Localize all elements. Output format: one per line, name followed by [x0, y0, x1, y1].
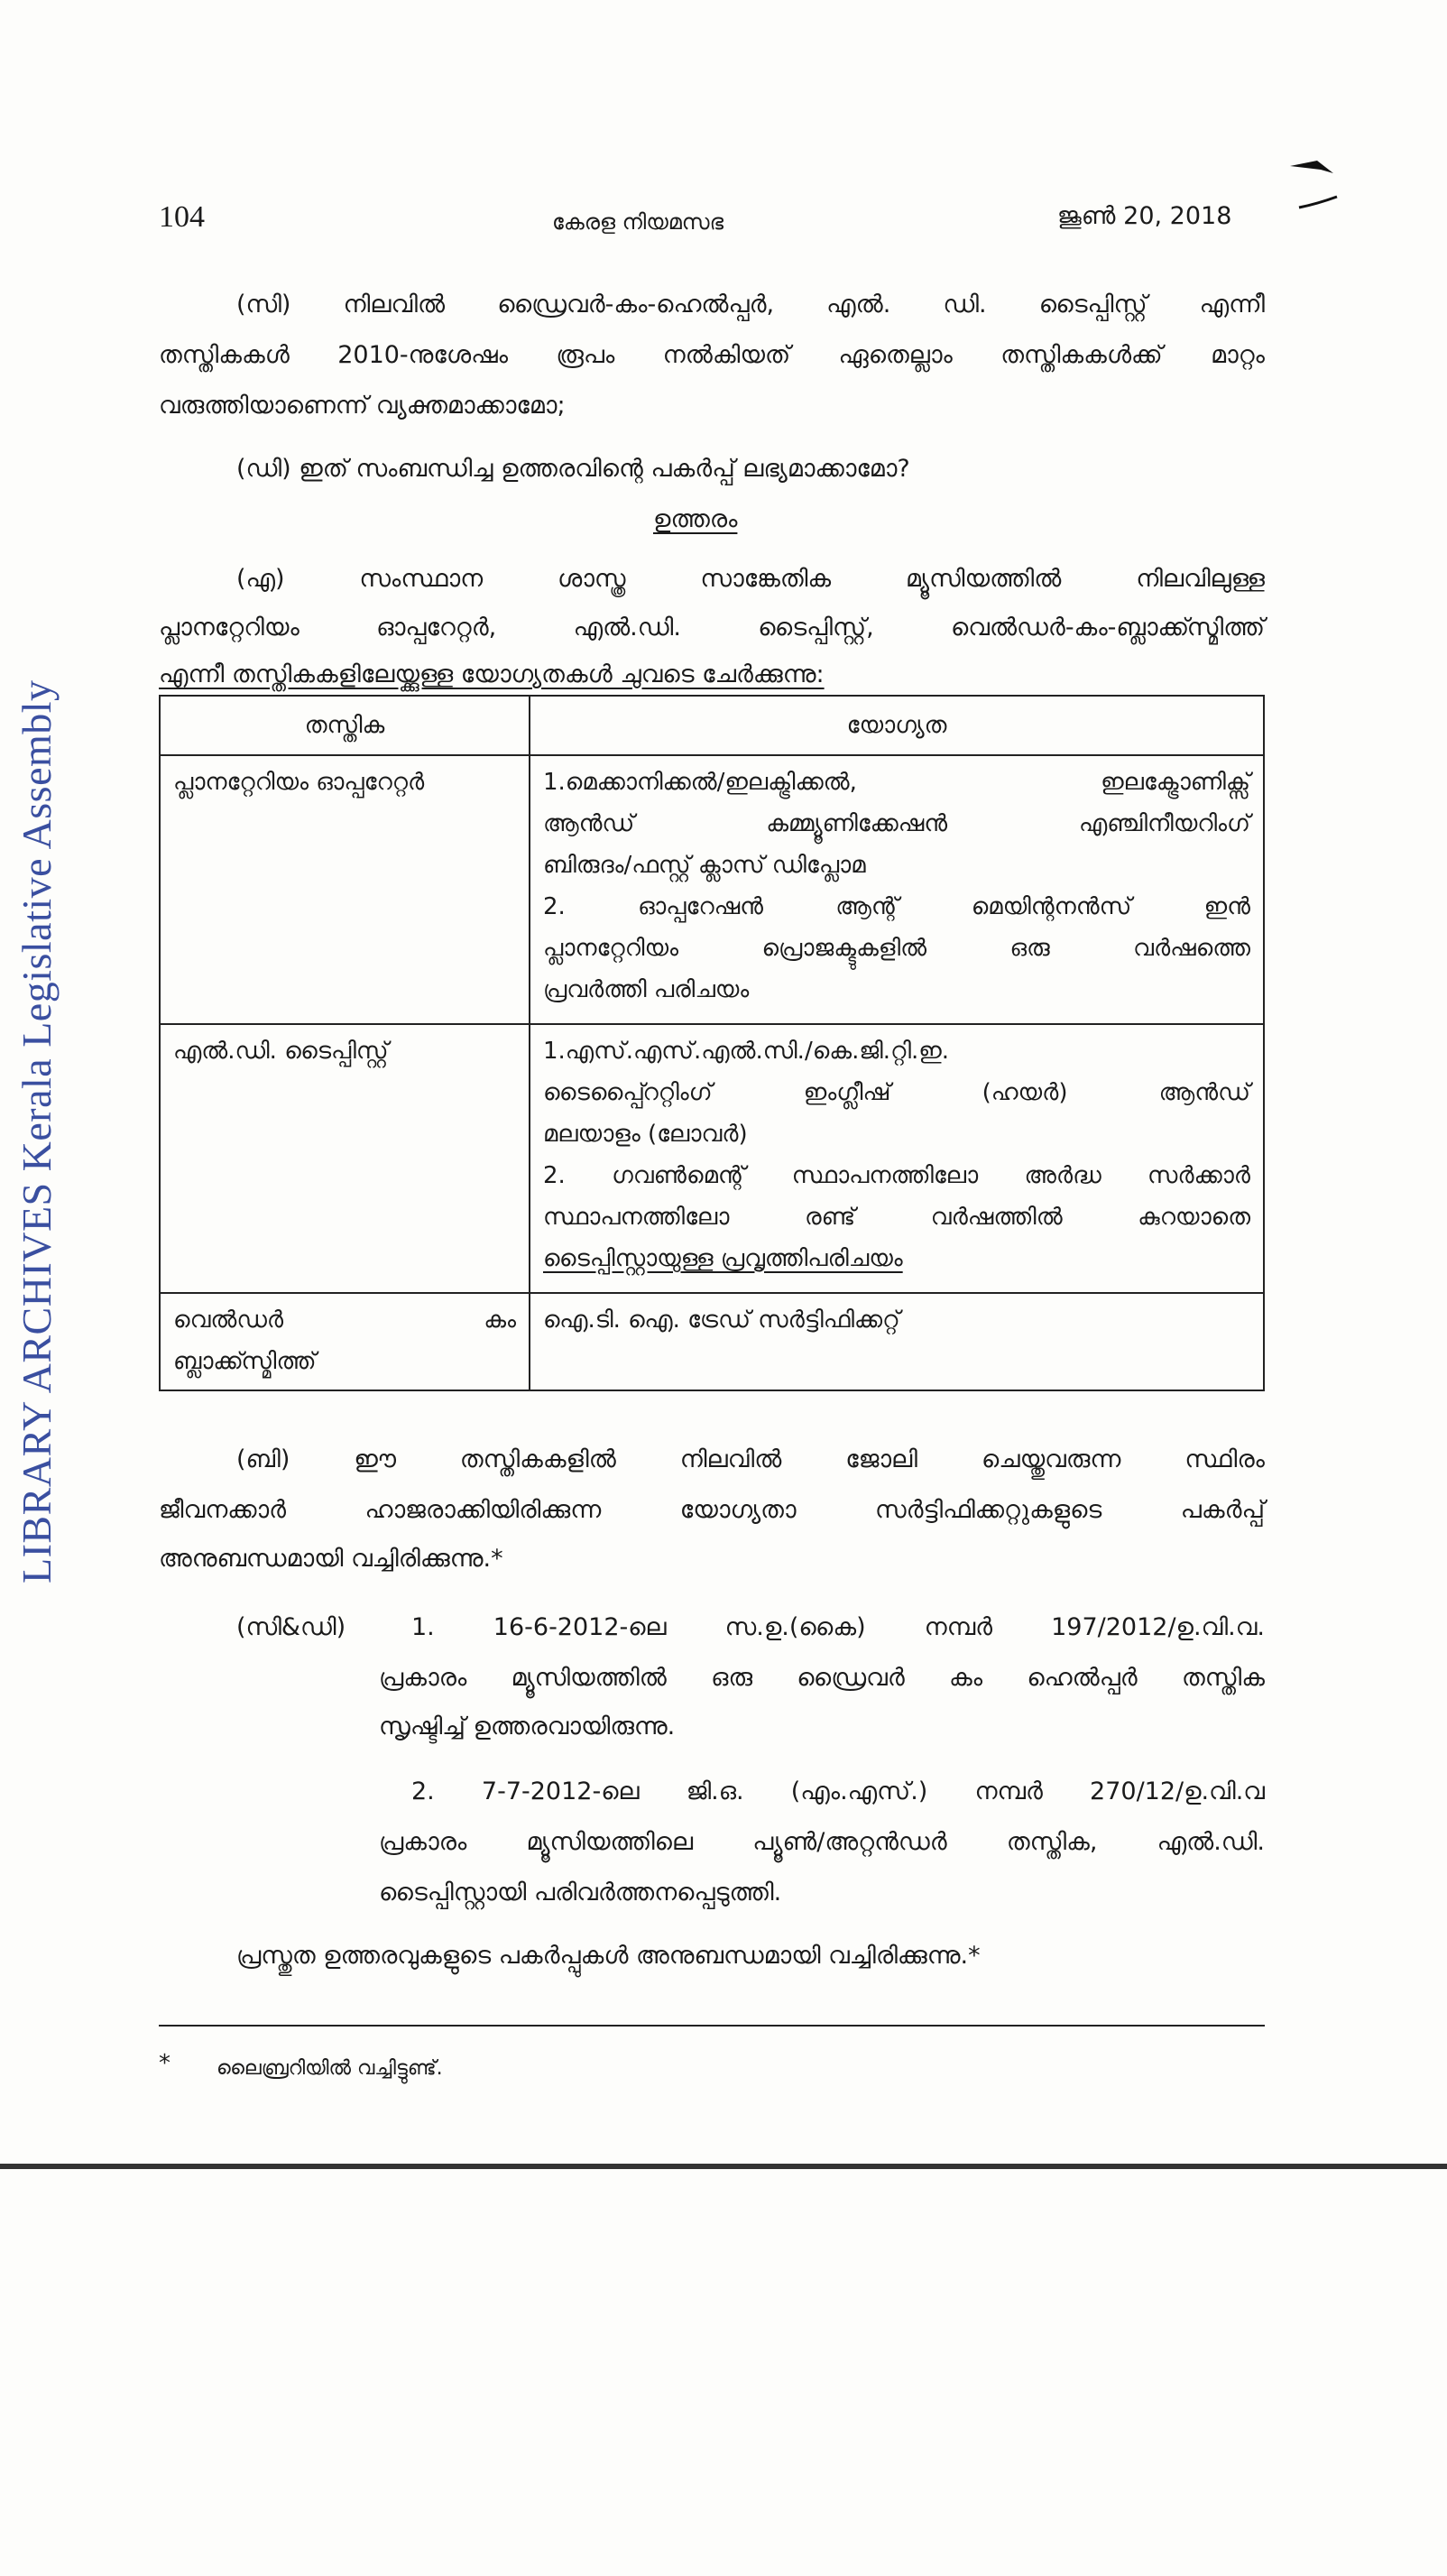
question-c-line-1: (സി) നിലവിൽ ഡ്രൈവർ-കം-ഹെൽപ്പർ, എൽ. ഡി. ടൈപ്പിസ്റ്റ് എന്നീ: [236, 291, 1265, 319]
qualification-line: ടൈപ്പിസ്റ്റായുള്ള പ്രവൃത്തിപരിചയം: [543, 1245, 903, 1272]
table-header-post: തസ്തിക: [160, 696, 530, 755]
post-name-part: ബ്ലാക്ക്സ്മിത്ത്: [173, 1348, 317, 1375]
qualification-line: 2. ഓപ്പറേഷൻ ആന്റ് മെയിന്റനൻസ് ഇൻ: [543, 893, 1250, 920]
page-header-date: ജൂൺ 20, 2018: [1057, 202, 1232, 230]
answer-cd-item2-line-2: പ്രകാരം മ്യൂസിയത്തിലെ പ്യൂൺ/അറ്റൻഡർ തസ്തിക, എൽ.ഡി.: [379, 1828, 1265, 1856]
post-name-part: വെൽഡർ: [173, 1306, 284, 1334]
scan-mark-icon: [1281, 153, 1353, 226]
answer-b-line-2: ജീവനക്കാർ ഹാജരാക്കിയിരിക്കുന്ന യോഗ്യതാ സർട്ടിഫിക്കറ്റുകളുടെ പകർപ്പ്: [159, 1496, 1265, 1524]
table-row: [160, 755, 1264, 1024]
answer-a-line-2: പ്ലാനറ്റേറിയം ഓപ്പറേറ്റർ, എൽ.ഡി. ടൈപ്പിസ്റ്റ്, വെൽഡർ-കം-ബ്ലാക്ക്സ്മിത്ത്: [159, 614, 1265, 642]
qualification-line: സ്ഥാപനത്തിലോ രണ്ട് വർഷത്തിൽ കുറയാതെ: [543, 1204, 1250, 1231]
table-cell-post: പ്ലാനറ്റേറിയം ഓപ്പറേറ്റർ: [160, 755, 530, 1024]
answer-b-line-3: അനുബന്ധമായി വച്ചിരിക്കുന്നു.*: [159, 1545, 503, 1573]
table-cell-qualification: [530, 755, 1264, 1024]
qualification-line: ബിരുദം/ഫസ്റ്റ് ക്ലാസ് ഡിപ്ലോമ: [543, 852, 866, 879]
question-c-line-2: തസ്തികകൾ 2010-നുശേഷം രൂപം നൽകിയത് ഏതെല്ലാം തസ്തികകൾക്ക് മാറ്റം: [159, 341, 1265, 369]
footnote-mark: *: [159, 2050, 171, 2077]
footnote-divider: [159, 2025, 1265, 2027]
table-cell-post: എൽ.ഡി. ടൈപ്പിസ്റ്റ്: [160, 1024, 530, 1293]
qualification-table: [159, 695, 1265, 1391]
qualification-line: ഐ.ടി. ഐ. ട്രേഡ് സർട്ടിഫിക്കറ്റ്: [543, 1306, 900, 1334]
answer-cd-item2-line-3: ടൈപ്പിസ്റ്റായി പരിവർത്തനപ്പെടുത്തി.: [379, 1879, 782, 1907]
qualification-line: 1.മെക്കാനിക്കൽ/ഇലക്ട്രിക്കൽ, ഇലക്ട്രോണിക്സ്: [543, 769, 1250, 796]
question-c-line-3: വരുത്തിയാണെന്ന് വ്യക്തമാക്കാമോ;: [159, 392, 566, 420]
table-row: [160, 1024, 1264, 1293]
answer-cd-item1-line-1: 1. 16-6-2012-ലെ സ.ഉ.(കൈ) നമ്പർ 197/2012/ഉ.വി.വ.: [411, 1613, 1265, 1641]
side-watermark-text: LIBRARY ARCHIVES Kerala Legislative Assembly: [14, 679, 60, 1583]
table-cell-qualification: [530, 1293, 1264, 1390]
footnote-text: ലൈബ്രറിയിൽ വച്ചിട്ടുണ്ട്.: [217, 2057, 443, 2080]
answer-a-line-3: എന്നീ തസ്തികകളിലേയ്ക്കുള്ള യോഗ്യതകൾ ചുവടെ ചേർക്കുന്നു:: [159, 660, 825, 688]
bottom-scan-edge: [0, 2164, 1447, 2169]
qualification-line: 1.എസ്.എസ്.എൽ.സി./കെ.ജി.റ്റി.ഇ.: [543, 1038, 950, 1065]
question-d: (ഡി) ഇത് സംബന്ധിച്ച ഉത്തരവിന്റെ പകർപ്പ് ലഭ്യമാക്കാമോ?: [236, 455, 910, 483]
table-row: [160, 1293, 1264, 1390]
table-header-qualification: യോഗ്യത: [530, 696, 1264, 755]
answer-cd-item1-line-2: പ്രകാരം മ്യൂസിയത്തിൽ ഒരു ഡ്രൈവർ കം ഹെൽപ്പർ തസ്തിക: [379, 1664, 1265, 1692]
qualification-line: പ്രവർത്തി പരിചയം: [543, 976, 750, 1003]
post-name-part: കം: [484, 1306, 516, 1334]
qualification-line: പ്ലാനറ്റേറിയം പ്രൊജക്ടുകളിൽ ഒരു വർഷത്തെ: [543, 935, 1250, 962]
qualification-line: ടൈപ്പ്റൈറ്റിംഗ് ഇംഗ്ലീഷ് (ഹയർ) ആൻഡ്: [543, 1079, 1250, 1106]
answer-cd-label: (സി&ഡി): [236, 1613, 346, 1641]
table-cell-qualification: [530, 1024, 1264, 1293]
closing-statement: പ്രസ്തുത ഉത്തരവുകളുടെ പകർപ്പുകൾ അനുബന്ധമായി വച്ചിരിക്കുന്നു.*: [236, 1942, 981, 1970]
table-cell-post: [160, 1293, 530, 1390]
answer-heading: ഉത്തരം: [653, 505, 738, 533]
answer-a-line-1: (എ) സംസ്ഥാന ശാസ്ത്ര സാങ്കേതിക മ്യൂസിയത്തിൽ നിലവിലുള്ള: [236, 565, 1265, 593]
qualification-line: മലയാളം (ലോവർ): [543, 1121, 748, 1148]
page-header-title: കേരള നിയമസഭ: [552, 209, 724, 235]
side-watermark: [13, 679, 67, 2576]
qualification-line: 2. ഗവൺമെന്റ് സ്ഥാപനത്തിലോ അർദ്ധ സർക്കാർ: [543, 1162, 1250, 1189]
table-header-row: [160, 696, 1264, 755]
answer-cd-item2-line-1: 2. 7-7-2012-ലെ ജി.ഒ. (എം.എസ്.) നമ്പർ 270/12/ഉ.വി.വ: [411, 1777, 1265, 1805]
answer-cd-item1-line-3: സൃഷ്ടിച്ച് ഉത്തരവായിരുന്നു.: [379, 1713, 676, 1740]
page-number: 104: [159, 200, 205, 234]
answer-b-line-1: (ബി) ഈ തസ്തികകളിൽ നിലവിൽ ജോലി ചെയ്തുവരുന്ന സ്ഥിരം: [236, 1445, 1265, 1473]
qualification-line: ആൻഡ് കമ്മ്യൂണിക്കേഷൻ എഞ്ചിനീയറിംഗ്: [543, 810, 1250, 837]
